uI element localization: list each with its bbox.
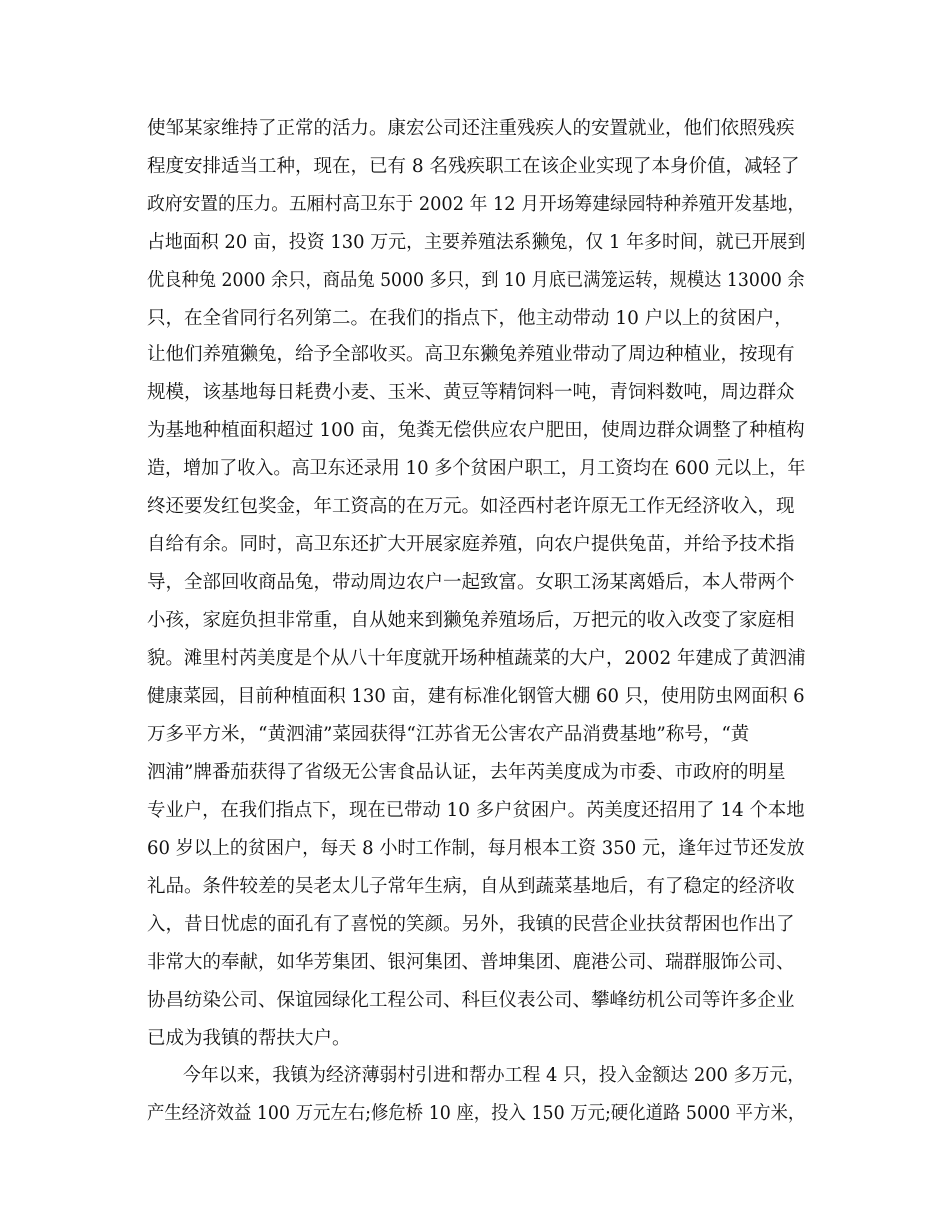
text-line: 非常大的奉献，如华芳集团、银河集团、普坤集团、鹿港公司、瑞群服饰公司、	[147, 952, 795, 973]
text-line: 自给有余。同时，高卫东还扩大开展家庭养殖，向农户提供兔苗，并给予技术指	[147, 534, 795, 555]
text-line: 入，昔日忧虑的面孔有了喜悦的笑颜。另外，我镇的民营企业扶贫帮困也作出了	[147, 914, 795, 935]
text-line: 泗浦”牌番茄获得了省级无公害食品认证，去年芮美度成为市委、市政府的明星	[147, 762, 786, 783]
text-line: 造，增加了收入。高卫东还录用 10 多个贫困户职工，月工资均在 600 元以上，年	[147, 458, 806, 479]
text-line: 60 岁以上的贫困户，每天 8 小时工作制，每月根本工资 350 元，逢年过节还发放	[147, 838, 805, 859]
text-line: 礼品。条件较差的吴老太儿子常年生病，自从到蔬菜基地后，有了稳定的经济收	[147, 876, 795, 897]
text-line: 程度安排适当工种，现在，已有 8 名残疾职工在该企业实现了本身价值，减轻了	[147, 156, 800, 177]
text-line: 健康菜园，目前种植面积 130 亩，建有标准化钢管大棚 60 只，使用防虫网面积 6	[147, 686, 805, 707]
text-line: 只，在全省同行名列第二。在我们的指点下，他主动带动 10 户以上的贫困户，	[147, 308, 793, 329]
text-line: 终还要发红包奖金，年工资高的在万元。如泾西村老许原无工作无经济收入，现	[147, 496, 795, 517]
text-line: 让他们养殖獭兔，给予全部收买。高卫东獭兔养殖业带动了周边种植业，按现有	[147, 344, 795, 365]
text-line: 导，全部回收商品兔，带动周边农户一起致富。女职工汤某离婚后，本人带两个	[147, 572, 795, 593]
text-line: 产生经济效益 100 万元左右;修危桥 10 座，投入 150 万元;硬化道路 5000 平方米，	[147, 1103, 806, 1124]
text-line: 已成为我镇的帮扶大户。	[147, 1028, 351, 1049]
text-line: 政府安置的压力。五厢村高卫东于 2002 年 12 月开场筹建绿园特种养殖开发基地，	[147, 194, 806, 215]
text-line: 使邹某家维持了正常的活力。康宏公司还注重残疾人的安置就业，他们依照残疾	[147, 118, 795, 139]
text-line: 优良种兔 2000 余只，商品兔 5000 多只，到 10 月底已满笼运转，规模达 13000 余	[147, 270, 805, 291]
text-line: 规模，该基地每日耗费小麦、玉米、黄豆等精饲料一吨，青饲料数吨，周边群众	[147, 382, 795, 403]
text-line: 小孩，家庭负担非常重，自从她来到獭兔养殖场后，万把元的收入改变了家庭相	[147, 610, 795, 631]
text-line: 貌。滩里村芮美度是个从八十年度就开场种植蔬菜的大户，2002 年建成了黄泗浦	[147, 648, 806, 669]
text-line: 协昌纺染公司、保谊园绿化工程公司、科巨仪表公司、攀峰纺机公司等许多企业	[147, 990, 795, 1011]
text-line: 占地面积 20 亩，投资 130 万元，主要养殖法系獭兔，仅 1 年多时间，就已开展到	[147, 232, 806, 253]
text-line: 为基地种植面积超过 100 亩，兔粪无偿供应农户肥田，使周边群众调整了种植构	[147, 420, 805, 441]
text-line: 专业户，在我们指点下，现在已带动 10 多户贫困户。芮美度还招用了 14 个本地	[147, 800, 805, 821]
text-line: 今年以来，我镇为经济薄弱村引进和帮办工程 4 只，投入金额达 200 多万元，	[183, 1065, 806, 1086]
text-line: 万多平方米，“黄泗浦”菜园获得“江苏省无公害农产品消费基地”称号，“黄	[147, 724, 750, 745]
